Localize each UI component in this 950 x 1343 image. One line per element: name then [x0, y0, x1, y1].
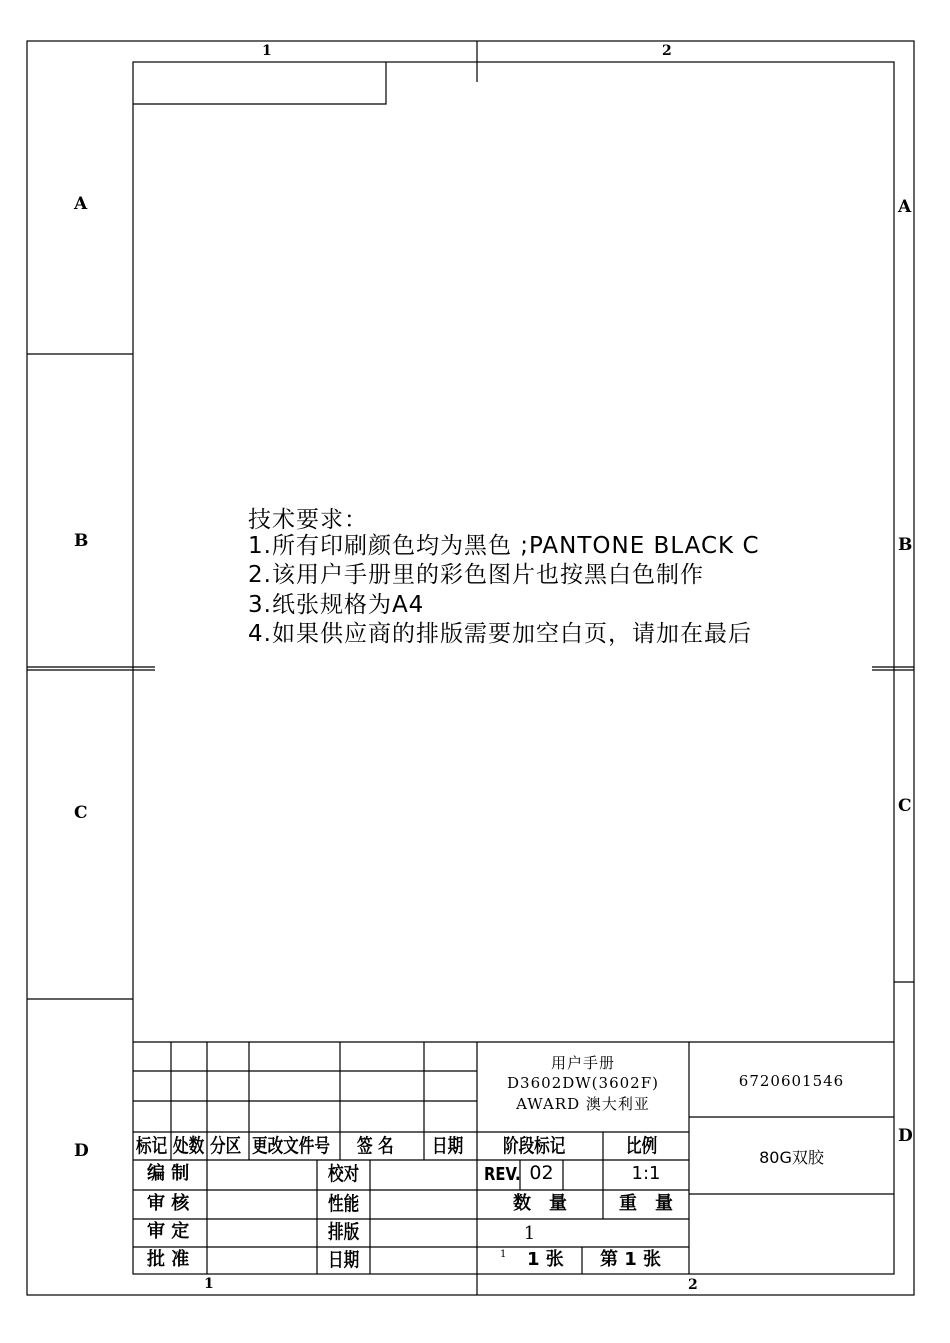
- approval-finalized: 审 定: [147, 1221, 190, 1242]
- check-performance: 性能: [328, 1193, 360, 1215]
- product-model: D3602DW(3602F): [507, 1074, 659, 1092]
- check-proofread: 校对: [328, 1163, 360, 1185]
- stage-mark-label: 阶段标记: [503, 1135, 566, 1157]
- top-left-box: [133, 62, 386, 104]
- header-count: 处数: [173, 1135, 205, 1157]
- material-spec: 80G双胶: [759, 1148, 824, 1167]
- quantity-label: 数 量: [513, 1193, 567, 1214]
- header-mark: 标记: [136, 1135, 168, 1157]
- revision-label: REV.: [484, 1164, 521, 1185]
- scale-label: 比例: [626, 1135, 658, 1157]
- inner-border: [133, 62, 894, 1274]
- check-layout: 排版: [328, 1221, 360, 1243]
- approval-reviewed: 审 核: [147, 1193, 190, 1214]
- zone-label-left-c: C: [74, 803, 88, 823]
- requirements-heading: 技术要求：: [248, 507, 368, 533]
- zone-label-left-d: D: [74, 1141, 89, 1161]
- product-market: AWARD 澳大利亚: [516, 1095, 650, 1113]
- outer-border: [27, 41, 914, 1295]
- weight-label: 重 量: [619, 1193, 673, 1214]
- zone-label-right-d: D: [898, 1126, 913, 1146]
- column-label-bottom-1: 1: [204, 1276, 214, 1292]
- header-date: 日期: [432, 1135, 464, 1157]
- column-label-top-2: 2: [662, 43, 672, 59]
- zone-label-right-c: C: [898, 796, 912, 816]
- zone-label-left-a: A: [74, 194, 88, 214]
- header-change-doc-no: 更改文件号: [252, 1135, 330, 1157]
- requirement-item-1: 1.所有印刷颜色均为黑色 ;PANTONE BLACK C: [248, 533, 760, 559]
- approval-compiled: 编 制: [147, 1163, 190, 1184]
- product-title: 用户手册: [550, 1054, 615, 1072]
- sheet-total: 1 张: [527, 1249, 564, 1270]
- header-signature: 签 名: [357, 1135, 394, 1157]
- part-number: 6720601546: [738, 1072, 845, 1090]
- requirement-item-4: 4.如果供应商的排版需要加空白页，请加在最后: [248, 621, 752, 647]
- column-label-bottom-2: 2: [688, 1277, 698, 1293]
- zone-label-right-a: A: [898, 197, 912, 217]
- revision-value: 02: [529, 1162, 554, 1184]
- zone-label-left-b: B: [74, 531, 89, 551]
- approval-approved: 批 准: [147, 1249, 190, 1270]
- scale-value: 1:1: [631, 1163, 661, 1184]
- header-zone: 分区: [210, 1135, 242, 1157]
- sheet-superscript: 1: [500, 1249, 507, 1260]
- zone-label-right-b: B: [898, 535, 913, 555]
- requirement-item-3: 3.纸张规格为A4: [248, 592, 425, 618]
- requirement-item-2: 2.该用户手册里的彩色图片也按黑白色制作: [248, 562, 704, 588]
- quantity-value: 1: [523, 1223, 537, 1244]
- sheet-index: 第 1 张: [600, 1249, 662, 1270]
- column-label-top-1: 1: [262, 43, 272, 59]
- check-date: 日期: [328, 1249, 360, 1271]
